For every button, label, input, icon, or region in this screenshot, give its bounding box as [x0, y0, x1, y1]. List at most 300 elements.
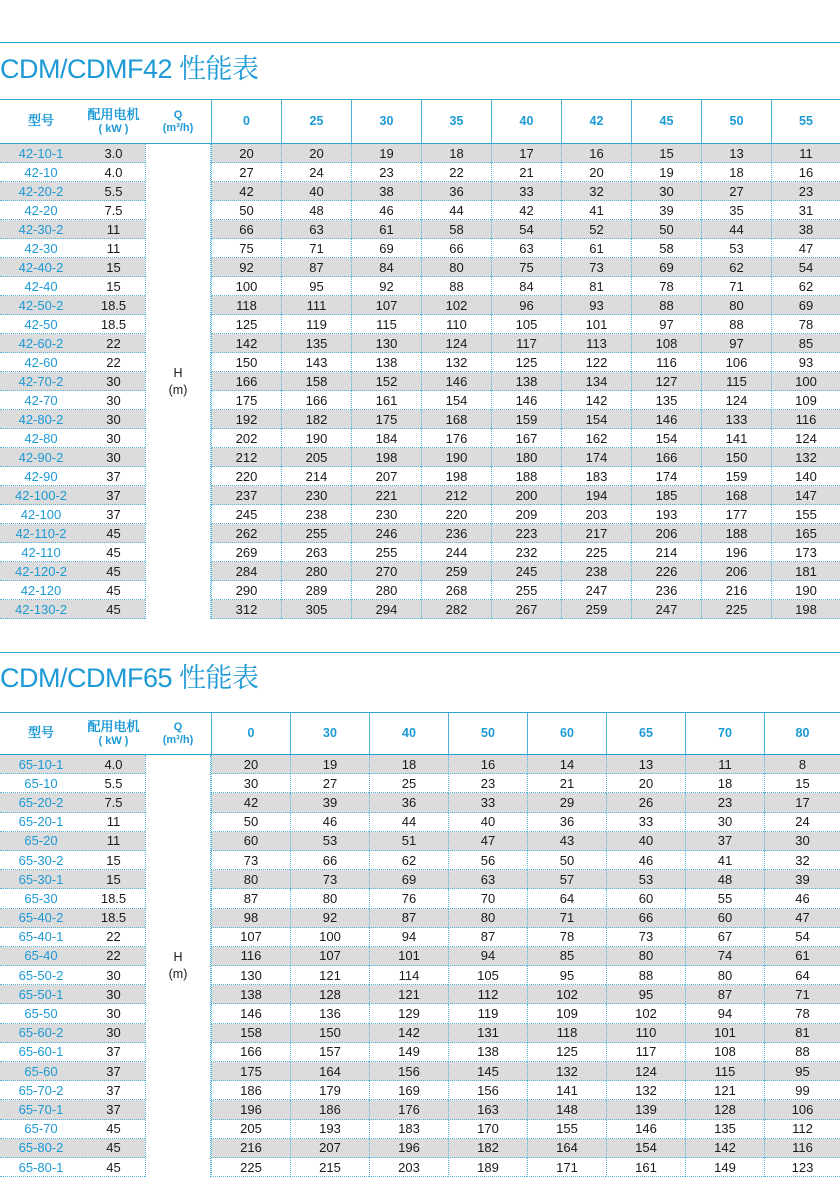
head-value-cell: 20	[606, 774, 685, 793]
head-value-cell: 206	[631, 524, 701, 543]
head-value-cell: 46	[606, 851, 685, 870]
head-value-cell: 305	[281, 600, 351, 619]
header-flow-value: 30	[290, 713, 369, 755]
head-value-cell: 194	[561, 486, 631, 505]
head-value-cell: 159	[491, 410, 561, 429]
head-value-cell: 74	[685, 947, 764, 966]
head-value-cell: 13	[701, 144, 771, 163]
model-cell: 42-40-2	[0, 258, 82, 277]
head-value-cell: 27	[701, 182, 771, 201]
head-value-cell: 88	[764, 1043, 840, 1062]
head-value-cell: 26	[606, 793, 685, 812]
head-value-cell: 154	[421, 391, 491, 410]
motor-power-cell: 45	[82, 524, 145, 543]
model-cell: 42-70-2	[0, 372, 82, 391]
head-value-cell: 76	[369, 889, 448, 908]
head-value-cell: 127	[631, 372, 701, 391]
head-value-cell: 215	[290, 1158, 369, 1177]
head-value-cell: 119	[281, 315, 351, 334]
head-value-cell: 156	[448, 1081, 527, 1100]
model-cell: 42-80	[0, 429, 82, 448]
header-flow-value: 80	[764, 713, 840, 755]
head-value-cell: 145	[448, 1062, 527, 1081]
head-value-cell: 24	[281, 163, 351, 182]
head-value-cell: 43	[527, 832, 606, 851]
head-value-cell: 247	[561, 581, 631, 600]
head-value-cell: 198	[771, 600, 840, 619]
head-value-cell: 16	[771, 163, 840, 182]
head-value-cell: 61	[764, 947, 840, 966]
head-value-cell: 61	[351, 220, 421, 239]
head-value-cell: 230	[281, 486, 351, 505]
head-value-cell: 118	[527, 1024, 606, 1043]
head-value-cell: 223	[491, 524, 561, 543]
head-value-cell: 164	[527, 1139, 606, 1158]
motor-power-cell: 30	[82, 410, 145, 429]
motor-power-cell: 30	[82, 1004, 145, 1023]
head-value-cell: 22	[421, 163, 491, 182]
head-value-cell: 78	[527, 928, 606, 947]
head-value-cell: 69	[631, 258, 701, 277]
head-value-cell: 53	[701, 239, 771, 258]
head-value-cell: 244	[421, 543, 491, 562]
head-value-cell: 158	[211, 1024, 290, 1043]
head-value-cell: 112	[448, 985, 527, 1004]
head-value-cell: 11	[771, 144, 840, 163]
head-value-cell: 140	[771, 467, 840, 486]
head-value-cell: 78	[771, 315, 840, 334]
head-value-cell: 60	[685, 909, 764, 928]
head-value-cell: 80	[448, 909, 527, 928]
table-title: CDM/CDMF42 性能表	[0, 54, 259, 84]
head-value-cell: 177	[701, 505, 771, 524]
head-value-cell: 11	[685, 755, 764, 774]
head-value-cell: 56	[448, 851, 527, 870]
model-cell: 65-10	[0, 774, 82, 793]
head-value-cell: 128	[685, 1100, 764, 1119]
head-value-cell: 61	[561, 239, 631, 258]
motor-power-cell: 22	[82, 334, 145, 353]
head-value-cell: 134	[561, 372, 631, 391]
head-value-cell: 245	[211, 505, 281, 524]
head-value-cell: 220	[421, 505, 491, 524]
head-value-cell: 18	[421, 144, 491, 163]
head-value-cell: 135	[281, 334, 351, 353]
top-rule	[0, 652, 840, 653]
head-value-cell: 188	[701, 524, 771, 543]
header-flow-value: 50	[448, 713, 527, 755]
motor-power-cell: 30	[82, 1024, 145, 1043]
motor-power-cell: 45	[82, 562, 145, 581]
head-value-cell: 262	[211, 524, 281, 543]
head-value-cell: 117	[606, 1043, 685, 1062]
head-value-cell: 58	[421, 220, 491, 239]
head-value-cell: 156	[369, 1062, 448, 1081]
head-value-cell: 50	[631, 220, 701, 239]
model-cell: 42-120	[0, 581, 82, 600]
model-cell: 65-60-1	[0, 1043, 82, 1062]
head-value-cell: 121	[290, 966, 369, 985]
head-value-cell: 109	[771, 391, 840, 410]
model-cell: 65-40-1	[0, 928, 82, 947]
head-value-cell: 142	[369, 1024, 448, 1043]
model-cell: 42-70	[0, 391, 82, 410]
head-value-cell: 88	[631, 296, 701, 315]
head-value-cell: 212	[421, 486, 491, 505]
head-value-cell: 255	[491, 581, 561, 600]
motor-power-cell: 11	[82, 239, 145, 258]
header-q-unit: (m³/h)	[162, 733, 194, 746]
head-value-cell: 166	[281, 391, 351, 410]
head-value-cell: 96	[491, 296, 561, 315]
head-value-cell: 95	[764, 1062, 840, 1081]
head-value-cell: 75	[491, 258, 561, 277]
head-value-cell: 63	[491, 239, 561, 258]
motor-power-cell: 45	[82, 543, 145, 562]
head-value-cell: 88	[701, 315, 771, 334]
head-value-cell: 225	[701, 600, 771, 619]
head-value-cell: 246	[351, 524, 421, 543]
head-value-cell: 205	[281, 448, 351, 467]
header-flow-value: 25	[281, 100, 351, 144]
head-value-cell: 92	[211, 258, 281, 277]
head-value-cell: 130	[211, 966, 290, 985]
motor-power-cell: 37	[82, 1062, 145, 1081]
motor-power-cell: 45	[82, 600, 145, 619]
head-value-cell: 102	[527, 985, 606, 1004]
head-value-cell: 216	[211, 1139, 290, 1158]
head-value-cell: 125	[491, 353, 561, 372]
model-cell: 65-70	[0, 1120, 82, 1139]
head-value-cell: 30	[685, 813, 764, 832]
head-value-cell: 125	[211, 315, 281, 334]
head-value-cell: 118	[211, 296, 281, 315]
head-value-cell: 63	[281, 220, 351, 239]
head-value-cell: 85	[771, 334, 840, 353]
head-value-cell: 121	[369, 985, 448, 1004]
head-value-cell: 146	[421, 372, 491, 391]
head-value-cell: 63	[448, 870, 527, 889]
head-value-cell: 17	[764, 793, 840, 812]
head-value-cell: 159	[701, 467, 771, 486]
head-value-cell: 24	[764, 813, 840, 832]
head-value-cell: 37	[685, 832, 764, 851]
head-value-cell: 97	[631, 315, 701, 334]
head-value-cell: 161	[606, 1158, 685, 1177]
head-value-cell: 150	[701, 448, 771, 467]
header-q-label: Q	[173, 720, 183, 733]
head-value-cell: 87	[281, 258, 351, 277]
head-value-cell: 130	[351, 334, 421, 353]
header-flow-value: 0	[211, 100, 281, 144]
head-value-cell: 19	[631, 163, 701, 182]
head-value-cell: 165	[771, 524, 840, 543]
motor-power-cell: 4.0	[82, 755, 145, 774]
model-cell: 65-70-1	[0, 1100, 82, 1119]
motor-power-cell: 11	[82, 832, 145, 851]
motor-power-cell: 15	[82, 258, 145, 277]
head-value-cell: 48	[685, 870, 764, 889]
model-cell: 65-20	[0, 832, 82, 851]
head-value-cell: 176	[369, 1100, 448, 1119]
model-cell: 42-20	[0, 201, 82, 220]
head-value-cell: 93	[561, 296, 631, 315]
head-value-cell: 29	[527, 793, 606, 812]
motor-power-cell: 30	[82, 372, 145, 391]
model-cell: 65-40-2	[0, 909, 82, 928]
model-cell: 42-90-2	[0, 448, 82, 467]
head-value-cell: 154	[631, 429, 701, 448]
head-value-cell: 80	[290, 889, 369, 908]
head-value-cell: 78	[764, 1004, 840, 1023]
motor-power-cell: 37	[82, 505, 145, 524]
performance-grid	[0, 713, 840, 1177]
head-value-cell: 196	[701, 543, 771, 562]
head-value-cell: 169	[369, 1081, 448, 1100]
model-cell: 42-40	[0, 277, 82, 296]
head-value-cell: 192	[211, 410, 281, 429]
motor-power-cell: 18.5	[82, 315, 145, 334]
head-value-cell: 115	[351, 315, 421, 334]
head-value-cell: 142	[685, 1139, 764, 1158]
head-value-cell: 20	[211, 144, 281, 163]
head-value-cell: 212	[211, 448, 281, 467]
header-flow-value: 60	[527, 713, 606, 755]
head-value-cell: 66	[290, 851, 369, 870]
head-value-cell: 158	[281, 372, 351, 391]
model-cell: 42-110	[0, 543, 82, 562]
head-value-cell: 47	[448, 832, 527, 851]
head-value-cell: 47	[771, 239, 840, 258]
head-value-cell: 167	[491, 429, 561, 448]
head-value-cell: 48	[281, 201, 351, 220]
head-value-cell: 269	[211, 543, 281, 562]
head-value-cell: 132	[771, 448, 840, 467]
motor-power-cell: 22	[82, 947, 145, 966]
head-value-cell: 189	[448, 1158, 527, 1177]
head-value-cell: 123	[764, 1158, 840, 1177]
head-value-cell: 184	[351, 429, 421, 448]
head-value-cell: 55	[685, 889, 764, 908]
head-value-cell: 170	[448, 1120, 527, 1139]
head-value-cell: 185	[631, 486, 701, 505]
head-value-cell: 33	[606, 813, 685, 832]
head-value-cell: 124	[771, 429, 840, 448]
head-value-cell: 175	[211, 1062, 290, 1081]
motor-power-cell: 3.0	[82, 144, 145, 163]
head-value-cell: 247	[631, 600, 701, 619]
head-value-cell: 75	[211, 239, 281, 258]
motor-power-cell: 5.5	[82, 774, 145, 793]
model-cell: 42-20-2	[0, 182, 82, 201]
motor-power-cell: 11	[82, 220, 145, 239]
head-value-cell: 85	[527, 947, 606, 966]
head-value-cell: 117	[491, 334, 561, 353]
head-value-cell: 78	[631, 277, 701, 296]
head-value-cell: 155	[527, 1120, 606, 1139]
head-value-cell: 193	[631, 505, 701, 524]
head-value-cell: 73	[290, 870, 369, 889]
head-value-cell: 71	[527, 909, 606, 928]
head-value-cell: 94	[369, 928, 448, 947]
motor-power-cell: 30	[82, 985, 145, 1004]
head-value-cell: 124	[701, 391, 771, 410]
head-value-cell: 259	[561, 600, 631, 619]
head-value-cell: 284	[211, 562, 281, 581]
model-cell: 65-50-2	[0, 966, 82, 985]
head-value-cell: 236	[421, 524, 491, 543]
head-value-cell: 33	[448, 793, 527, 812]
motor-power-cell: 45	[82, 1120, 145, 1139]
head-value-cell: 155	[771, 505, 840, 524]
header-q-label: Q	[173, 108, 183, 121]
model-cell: 42-90	[0, 467, 82, 486]
head-value-cell: 19	[351, 144, 421, 163]
head-value-cell: 94	[448, 947, 527, 966]
motor-power-cell: 15	[82, 851, 145, 870]
head-value-cell: 236	[631, 581, 701, 600]
head-value-cell: 23	[448, 774, 527, 793]
head-value-cell: 290	[211, 581, 281, 600]
header-flow-value: 65	[606, 713, 685, 755]
head-value-cell: 121	[685, 1081, 764, 1100]
model-cell: 65-50	[0, 1004, 82, 1023]
header-flow-label	[145, 713, 211, 755]
head-value-cell: 133	[701, 410, 771, 429]
motor-power-cell: 22	[82, 928, 145, 947]
head-value-cell: 107	[351, 296, 421, 315]
head-value-cell: 196	[211, 1100, 290, 1119]
head-value-cell: 129	[369, 1004, 448, 1023]
head-value-cell: 268	[421, 581, 491, 600]
head-value-cell: 16	[561, 144, 631, 163]
head-value-cell: 32	[561, 182, 631, 201]
model-cell: 42-30-2	[0, 220, 82, 239]
head-value-cell: 280	[351, 581, 421, 600]
model-cell: 65-40	[0, 947, 82, 966]
head-value-cell: 206	[701, 562, 771, 581]
header-q-unit: (m³/h)	[162, 121, 194, 134]
head-value-cell: 80	[685, 966, 764, 985]
head-value-cell: 138	[351, 353, 421, 372]
head-value-cell: 166	[211, 372, 281, 391]
head-value-cell: 168	[701, 486, 771, 505]
head-value-cell: 40	[281, 182, 351, 201]
head-value-cell: 18	[701, 163, 771, 182]
head-value-cell: 101	[685, 1024, 764, 1043]
head-value-cell: 38	[771, 220, 840, 239]
head-value-cell: 198	[351, 448, 421, 467]
model-cell: 65-20-2	[0, 793, 82, 812]
head-value-cell: 146	[491, 391, 561, 410]
motor-power-cell: 37	[82, 486, 145, 505]
head-value-cell: 124	[606, 1062, 685, 1081]
head-value-cell: 186	[290, 1100, 369, 1119]
head-value-cell: 146	[631, 410, 701, 429]
head-value-cell: 102	[606, 1004, 685, 1023]
head-value-cell: 66	[211, 220, 281, 239]
head-value-cell: 115	[701, 372, 771, 391]
head-value-cell: 97	[701, 334, 771, 353]
head-value-cell: 138	[211, 985, 290, 1004]
head-value-cell: 66	[421, 239, 491, 258]
head-value-cell: 135	[685, 1120, 764, 1139]
motor-power-cell: 15	[82, 277, 145, 296]
head-value-cell: 31	[771, 201, 840, 220]
head-value-cell: 44	[701, 220, 771, 239]
head-value-cell: 270	[351, 562, 421, 581]
head-value-cell: 146	[606, 1120, 685, 1139]
head-value-cell: 87	[448, 928, 527, 947]
head-value-cell: 95	[281, 277, 351, 296]
head-value-cell: 207	[290, 1139, 369, 1158]
model-cell: 65-10-1	[0, 755, 82, 774]
head-value-cell: 66	[606, 909, 685, 928]
head-value-cell: 209	[491, 505, 561, 524]
head-value-cell: 116	[764, 1139, 840, 1158]
head-value-cell: 175	[351, 410, 421, 429]
head-value-cell: 18	[685, 774, 764, 793]
head-value-cell: 142	[561, 391, 631, 410]
head-value-cell: 40	[448, 813, 527, 832]
head-value-cell: 289	[281, 581, 351, 600]
head-value-cell: 221	[351, 486, 421, 505]
head-value-cell: 58	[631, 239, 701, 258]
head-value-cell: 263	[281, 543, 351, 562]
head-value-cell: 116	[631, 353, 701, 372]
head-value-cell: 294	[351, 600, 421, 619]
head-value-cell: 112	[764, 1120, 840, 1139]
head-value-cell: 148	[527, 1100, 606, 1119]
head-value-cell: 39	[631, 201, 701, 220]
head-value-cell: 255	[351, 543, 421, 562]
head-value-cell: 150	[290, 1024, 369, 1043]
head-value-cell: 18	[369, 755, 448, 774]
head-value-cell: 92	[290, 909, 369, 928]
model-cell: 42-100	[0, 505, 82, 524]
head-value-cell: 87	[685, 985, 764, 1004]
head-value-cell: 125	[527, 1043, 606, 1062]
head-value-cell: 174	[631, 467, 701, 486]
head-value-cell: 67	[685, 928, 764, 947]
head-value-cell: 50	[211, 813, 290, 832]
motor-power-cell: 45	[82, 1158, 145, 1177]
head-value-cell: 30	[211, 774, 290, 793]
head-value-cell: 132	[527, 1062, 606, 1081]
head-value-cell: 30	[631, 182, 701, 201]
head-value-cell: 162	[561, 429, 631, 448]
head-value-cell: 32	[764, 851, 840, 870]
head-value-cell: 36	[421, 182, 491, 201]
motor-power-cell: 7.5	[82, 793, 145, 812]
head-value-cell: 87	[211, 889, 290, 908]
header-motor-label: 配用电机	[87, 718, 140, 734]
head-value-cell: 190	[421, 448, 491, 467]
header-flow-value: 42	[561, 100, 631, 144]
head-value-cell: 188	[491, 467, 561, 486]
head-value-cell: 154	[561, 410, 631, 429]
head-value-cell: 46	[290, 813, 369, 832]
model-cell: 42-60-2	[0, 334, 82, 353]
model-cell: 42-60	[0, 353, 82, 372]
head-value-cell: 33	[491, 182, 561, 201]
head-value-cell: 255	[281, 524, 351, 543]
motor-power-cell: 18.5	[82, 909, 145, 928]
head-value-cell: 205	[211, 1120, 290, 1139]
head-value-cell: 88	[606, 966, 685, 985]
head-value-cell: 108	[631, 334, 701, 353]
head-value-cell: 161	[351, 391, 421, 410]
